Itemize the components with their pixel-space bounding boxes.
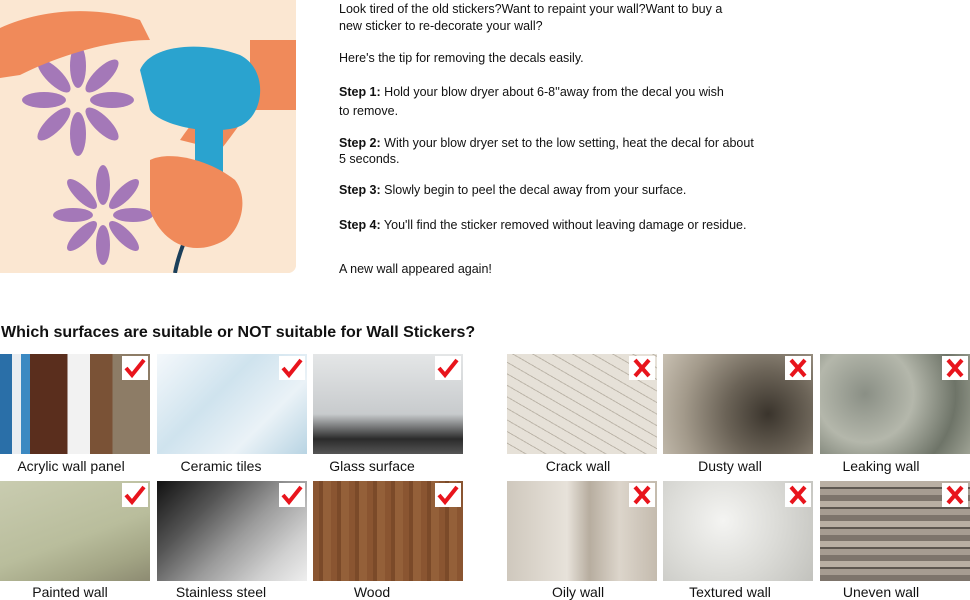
cross-icon: [942, 356, 968, 380]
cross-icon: [629, 356, 655, 380]
step-1-cont: to remove.: [339, 104, 399, 118]
check-icon: [122, 483, 148, 507]
caption-wood: Wood: [353, 584, 391, 600]
caption-stainless-steel: Stainless steel: [175, 584, 267, 600]
check-icon: [279, 356, 305, 380]
cross-icon: [942, 483, 968, 507]
caption-glass-surface: Glass surface: [329, 458, 415, 474]
caption-painted-wall: Painted wall: [32, 584, 108, 600]
acrylic-wall-panel-image: [0, 354, 150, 454]
check-icon: [122, 356, 148, 380]
cross-icon: [785, 483, 811, 507]
intro-line-1: Look tired of the old stickers?Want to repaint your wall?Want to buy a: [339, 2, 723, 16]
painted-wall-image: [0, 481, 150, 581]
stainless-steel-image: [157, 481, 307, 581]
step-2-cont: 5 seconds.: [339, 152, 400, 166]
leaking-wall-image: [820, 354, 970, 454]
check-icon: [435, 483, 461, 507]
caption-crack-wall: Crack wall: [545, 458, 611, 474]
caption-acrylic-wall-panel: Acrylic wall panel: [17, 458, 125, 474]
check-icon: [435, 356, 461, 380]
tip-heading: Here's the tip for removing the decals easily.: [339, 51, 584, 65]
caption-uneven-wall: Uneven wall: [842, 584, 920, 600]
ceramic-tiles-image: [157, 354, 307, 454]
uneven-wall-image: [820, 481, 970, 581]
caption-textured-wall: Textured wall: [689, 584, 771, 600]
textured-wall-image: [663, 481, 813, 581]
section-title: Which surfaces are suitable or NOT suitable for Wall Stickers?: [1, 324, 476, 341]
step-2: Step 2: With your blow dryer set to the low setting, heat the decal for about: [339, 136, 754, 150]
wood-image: [313, 481, 463, 581]
crack-wall-image: [507, 354, 657, 454]
caption-ceramic-tiles: Ceramic tiles: [180, 458, 262, 474]
step-1: Step 1: Hold your blow dryer about 6-8''away from the decal you wish: [339, 85, 724, 99]
dusty-wall-image: [663, 354, 813, 454]
caption-dusty-wall: Dusty wall: [698, 458, 762, 474]
caption-oily-wall: Oily wall: [551, 584, 605, 600]
oily-wall-image: [507, 481, 657, 581]
outro-text: A new wall appeared again!: [339, 262, 492, 276]
intro-line-2: new sticker to re-decorate your wall?: [339, 19, 543, 33]
cross-icon: [629, 483, 655, 507]
step-3: Step 3: Slowly begin to peel the decal away from your surface.: [339, 183, 687, 197]
check-icon: [279, 483, 305, 507]
glass-surface-image: [313, 354, 463, 454]
blow-dryer-illustration: [0, 0, 296, 273]
hand-blow-dryer-icon: [0, 0, 296, 273]
step-4: Step 4: You'll find the sticker removed without leaving damage or residue.: [339, 218, 747, 232]
caption-leaking-wall: Leaking wall: [842, 458, 920, 474]
cross-icon: [785, 356, 811, 380]
